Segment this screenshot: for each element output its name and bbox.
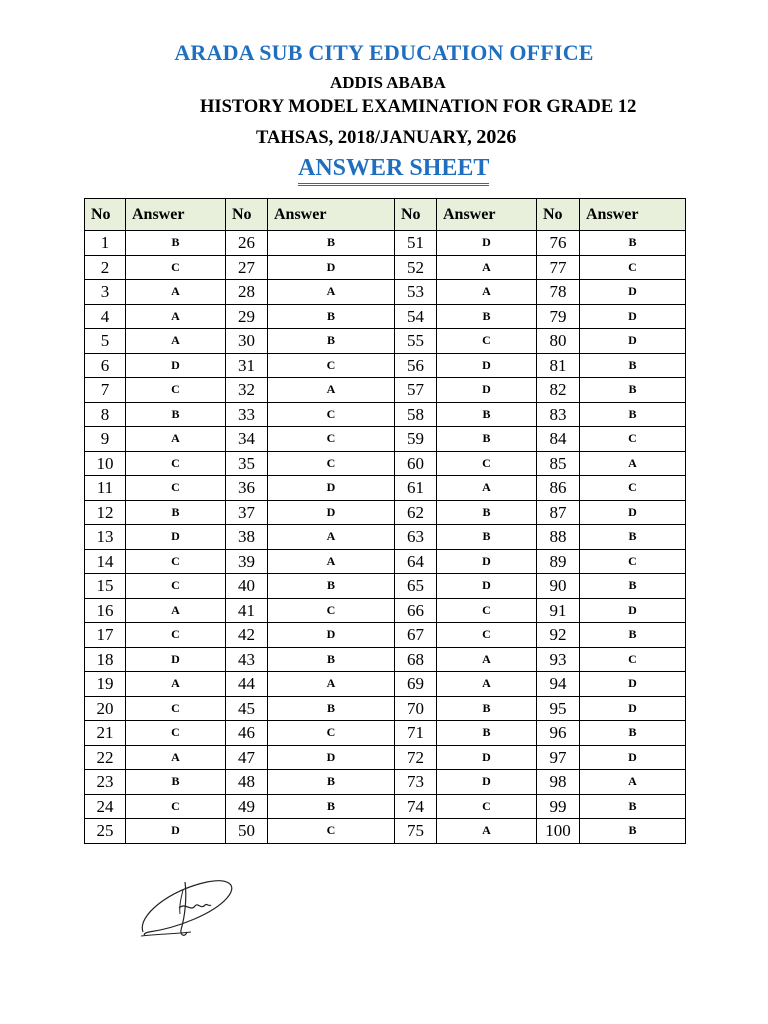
- column-header-answer: Answer: [437, 199, 537, 231]
- answer-cell: B: [580, 525, 686, 550]
- answer-cell: B: [268, 696, 395, 721]
- answer-cell: A: [437, 647, 537, 672]
- question-number: 58: [395, 402, 437, 427]
- answer-cell: D: [580, 598, 686, 623]
- question-number: 26: [226, 231, 268, 256]
- question-number: 6: [85, 353, 126, 378]
- question-number: 52: [395, 255, 437, 280]
- question-number: 48: [226, 770, 268, 795]
- question-number: 8: [85, 402, 126, 427]
- answer-cell: D: [268, 500, 395, 525]
- table-row: [85, 500, 686, 525]
- question-number: 16: [85, 598, 126, 623]
- answer-cell: D: [437, 574, 537, 599]
- question-number: 65: [395, 574, 437, 599]
- question-number: 66: [395, 598, 437, 623]
- answer-cell: D: [437, 378, 537, 403]
- answer-cell: C: [126, 794, 226, 819]
- question-number: 47: [226, 745, 268, 770]
- question-number: 95: [537, 696, 580, 721]
- question-number: 17: [85, 623, 126, 648]
- answer-cell: C: [580, 427, 686, 452]
- question-number: 76: [537, 231, 580, 256]
- signature: [135, 868, 245, 953]
- answer-cell: C: [268, 353, 395, 378]
- answer-table: [84, 198, 686, 844]
- question-number: 83: [537, 402, 580, 427]
- question-number: 64: [395, 549, 437, 574]
- table-row: [85, 598, 686, 623]
- question-number: 56: [395, 353, 437, 378]
- answer-cell: B: [126, 231, 226, 256]
- question-number: 78: [537, 280, 580, 305]
- answer-cell: C: [126, 476, 226, 501]
- column-header-answer: Answer: [580, 199, 686, 231]
- question-number: 59: [395, 427, 437, 452]
- question-number: 84: [537, 427, 580, 452]
- question-number: 57: [395, 378, 437, 403]
- answer-cell: B: [268, 647, 395, 672]
- answer-cell: B: [126, 770, 226, 795]
- answer-cell: A: [580, 770, 686, 795]
- answer-cell: D: [126, 353, 226, 378]
- answer-cell: C: [580, 549, 686, 574]
- question-number: 97: [537, 745, 580, 770]
- answer-cell: D: [268, 476, 395, 501]
- question-number: 24: [85, 794, 126, 819]
- question-number: 87: [537, 500, 580, 525]
- answer-cell: A: [268, 378, 395, 403]
- question-number: 91: [537, 598, 580, 623]
- answer-cell: A: [437, 476, 537, 501]
- question-number: 94: [537, 672, 580, 697]
- answer-cell: C: [126, 623, 226, 648]
- question-number: 41: [226, 598, 268, 623]
- answer-cell: C: [580, 476, 686, 501]
- table-row: [85, 574, 686, 599]
- question-number: 98: [537, 770, 580, 795]
- question-number: 4: [85, 304, 126, 329]
- answer-cell: C: [268, 598, 395, 623]
- answer-cell: D: [580, 696, 686, 721]
- answer-cell: C: [437, 329, 537, 354]
- answer-cell: C: [126, 721, 226, 746]
- answer-cell: D: [126, 819, 226, 844]
- answer-cell: D: [437, 770, 537, 795]
- office-title: ARADA SUB CITY EDUCATION OFFICE: [174, 40, 594, 65]
- question-number: 29: [226, 304, 268, 329]
- question-number: 51: [395, 231, 437, 256]
- answer-cell: B: [580, 402, 686, 427]
- table-row: [85, 353, 686, 378]
- question-number: 96: [537, 721, 580, 746]
- answer-cell: A: [126, 304, 226, 329]
- question-number: 27: [226, 255, 268, 280]
- answer-cell: A: [437, 255, 537, 280]
- question-number: 80: [537, 329, 580, 354]
- answer-cell: B: [580, 378, 686, 403]
- answer-cell: A: [268, 672, 395, 697]
- sheet-title: ANSWER SHEET: [298, 154, 489, 186]
- answer-cell: C: [268, 451, 395, 476]
- table-row: [85, 623, 686, 648]
- question-number: 93: [537, 647, 580, 672]
- question-number: 69: [395, 672, 437, 697]
- question-number: 61: [395, 476, 437, 501]
- answer-cell: C: [580, 255, 686, 280]
- answer-cell: C: [268, 721, 395, 746]
- answer-cell: D: [580, 745, 686, 770]
- question-number: 21: [85, 721, 126, 746]
- question-number: 90: [537, 574, 580, 599]
- question-number: 79: [537, 304, 580, 329]
- column-header-no: No: [395, 199, 437, 231]
- answer-table-body: [85, 231, 686, 844]
- question-number: 88: [537, 525, 580, 550]
- question-number: 38: [226, 525, 268, 550]
- table-row: [85, 378, 686, 403]
- answer-cell: C: [437, 598, 537, 623]
- answer-cell: A: [126, 598, 226, 623]
- signature-drawing: [135, 868, 245, 948]
- table-row: [85, 549, 686, 574]
- question-number: 81: [537, 353, 580, 378]
- question-number: 100: [537, 819, 580, 844]
- column-header-no: No: [226, 199, 268, 231]
- question-number: 55: [395, 329, 437, 354]
- table-row: [85, 525, 686, 550]
- question-number: 5: [85, 329, 126, 354]
- answer-cell: A: [126, 672, 226, 697]
- question-number: 46: [226, 721, 268, 746]
- column-header-answer: Answer: [268, 199, 395, 231]
- header-row: [85, 199, 686, 231]
- answer-cell: D: [437, 549, 537, 574]
- answer-cell: D: [580, 304, 686, 329]
- answer-cell: A: [268, 525, 395, 550]
- question-number: 3: [85, 280, 126, 305]
- answer-cell: B: [580, 231, 686, 256]
- question-number: 1: [85, 231, 126, 256]
- question-number: 19: [85, 672, 126, 697]
- answer-cell: B: [580, 574, 686, 599]
- question-number: 49: [226, 794, 268, 819]
- question-number: 2: [85, 255, 126, 280]
- answer-cell: B: [268, 574, 395, 599]
- table-row: [85, 745, 686, 770]
- city-name: ADDIS ABABA: [330, 73, 446, 92]
- answer-cell: D: [126, 525, 226, 550]
- question-number: 44: [226, 672, 268, 697]
- answer-cell: B: [437, 721, 537, 746]
- question-number: 71: [395, 721, 437, 746]
- question-number: 99: [537, 794, 580, 819]
- question-number: 60: [395, 451, 437, 476]
- question-number: 9: [85, 427, 126, 452]
- answer-cell: B: [437, 402, 537, 427]
- answer-cell: D: [580, 500, 686, 525]
- answer-cell: C: [126, 451, 226, 476]
- table-row: [85, 304, 686, 329]
- question-number: 36: [226, 476, 268, 501]
- answer-cell: A: [126, 329, 226, 354]
- answer-cell: D: [268, 623, 395, 648]
- column-header-no: No: [85, 199, 126, 231]
- table-row: [85, 672, 686, 697]
- answer-cell: C: [437, 794, 537, 819]
- table-row: [85, 476, 686, 501]
- question-number: 12: [85, 500, 126, 525]
- answer-cell: C: [126, 378, 226, 403]
- answer-cell: A: [437, 672, 537, 697]
- question-number: 7: [85, 378, 126, 403]
- question-number: 72: [395, 745, 437, 770]
- answer-cell: B: [437, 696, 537, 721]
- answer-cell: D: [437, 231, 537, 256]
- answer-cell: D: [580, 672, 686, 697]
- question-number: 62: [395, 500, 437, 525]
- question-number: 23: [85, 770, 126, 795]
- question-number: 73: [395, 770, 437, 795]
- date-prefix: TAHSAS, 2018/JANUARY,: [256, 128, 472, 148]
- answer-cell: C: [437, 451, 537, 476]
- question-number: 30: [226, 329, 268, 354]
- table-row: [85, 721, 686, 746]
- column-header-no: No: [537, 199, 580, 231]
- answer-cell: C: [268, 819, 395, 844]
- answer-cell: C: [268, 402, 395, 427]
- answer-cell: C: [126, 574, 226, 599]
- question-number: 32: [226, 378, 268, 403]
- answer-cell: A: [126, 280, 226, 305]
- table-row: [85, 451, 686, 476]
- answer-cell: B: [580, 721, 686, 746]
- question-number: 40: [226, 574, 268, 599]
- answer-cell: B: [268, 231, 395, 256]
- table-row: [85, 329, 686, 354]
- answer-cell: B: [437, 525, 537, 550]
- answer-cell: A: [268, 280, 395, 305]
- question-number: 31: [226, 353, 268, 378]
- question-number: 43: [226, 647, 268, 672]
- question-number: 20: [85, 696, 126, 721]
- question-number: 75: [395, 819, 437, 844]
- question-number: 11: [85, 476, 126, 501]
- question-number: 28: [226, 280, 268, 305]
- question-number: 67: [395, 623, 437, 648]
- answer-cell: B: [580, 353, 686, 378]
- answer-cell: A: [437, 280, 537, 305]
- question-number: 18: [85, 647, 126, 672]
- answer-cell: B: [268, 794, 395, 819]
- answer-cell: A: [580, 451, 686, 476]
- table-row: [85, 696, 686, 721]
- question-number: 85: [537, 451, 580, 476]
- exam-title: HISTORY MODEL EXAMINATION FOR GRADE 12: [200, 97, 637, 117]
- answer-cell: A: [126, 745, 226, 770]
- question-number: 42: [226, 623, 268, 648]
- question-number: 74: [395, 794, 437, 819]
- question-number: 45: [226, 696, 268, 721]
- table-row: [85, 794, 686, 819]
- question-number: 77: [537, 255, 580, 280]
- question-number: 34: [226, 427, 268, 452]
- question-number: 35: [226, 451, 268, 476]
- answer-cell: C: [580, 647, 686, 672]
- answer-cell: D: [580, 329, 686, 354]
- table-row: [85, 255, 686, 280]
- answer-cell: B: [268, 329, 395, 354]
- question-number: 54: [395, 304, 437, 329]
- question-number: 13: [85, 525, 126, 550]
- question-number: 22: [85, 745, 126, 770]
- answer-cell: B: [126, 402, 226, 427]
- answer-cell: B: [580, 819, 686, 844]
- question-number: 50: [226, 819, 268, 844]
- question-number: 53: [395, 280, 437, 305]
- answer-cell: A: [268, 549, 395, 574]
- question-number: 33: [226, 402, 268, 427]
- table-row: [85, 819, 686, 844]
- question-number: 10: [85, 451, 126, 476]
- question-number: 82: [537, 378, 580, 403]
- answer-cell: D: [268, 745, 395, 770]
- question-number: 70: [395, 696, 437, 721]
- question-number: 92: [537, 623, 580, 648]
- exam-date: [256, 126, 516, 149]
- answer-cell: B: [268, 304, 395, 329]
- table-row: [85, 280, 686, 305]
- answer-cell: B: [580, 794, 686, 819]
- question-number: 68: [395, 647, 437, 672]
- answer-cell: B: [126, 500, 226, 525]
- column-header-answer: Answer: [126, 199, 226, 231]
- answer-cell: D: [580, 280, 686, 305]
- table-row: [85, 427, 686, 452]
- question-number: 89: [537, 549, 580, 574]
- answer-cell: D: [437, 745, 537, 770]
- question-number: 37: [226, 500, 268, 525]
- answer-cell: B: [437, 304, 537, 329]
- question-number: 15: [85, 574, 126, 599]
- answer-cell: D: [437, 353, 537, 378]
- answer-cell: B: [437, 427, 537, 452]
- answer-cell: C: [126, 549, 226, 574]
- answer-cell: B: [437, 500, 537, 525]
- answer-cell: A: [126, 427, 226, 452]
- answer-cell: D: [268, 255, 395, 280]
- table-row: [85, 647, 686, 672]
- date-year: 2026: [476, 126, 517, 148]
- answer-cell: C: [268, 427, 395, 452]
- table-row: [85, 402, 686, 427]
- question-number: 86: [537, 476, 580, 501]
- answer-cell: B: [268, 770, 395, 795]
- question-number: 63: [395, 525, 437, 550]
- answer-cell: C: [437, 623, 537, 648]
- table-row: [85, 770, 686, 795]
- answer-cell: B: [580, 623, 686, 648]
- table-row: [85, 231, 686, 256]
- answer-cell: C: [126, 696, 226, 721]
- answer-cell: C: [126, 255, 226, 280]
- question-number: 39: [226, 549, 268, 574]
- answer-cell: A: [437, 819, 537, 844]
- answer-cell: D: [126, 647, 226, 672]
- question-number: 25: [85, 819, 126, 844]
- question-number: 14: [85, 549, 126, 574]
